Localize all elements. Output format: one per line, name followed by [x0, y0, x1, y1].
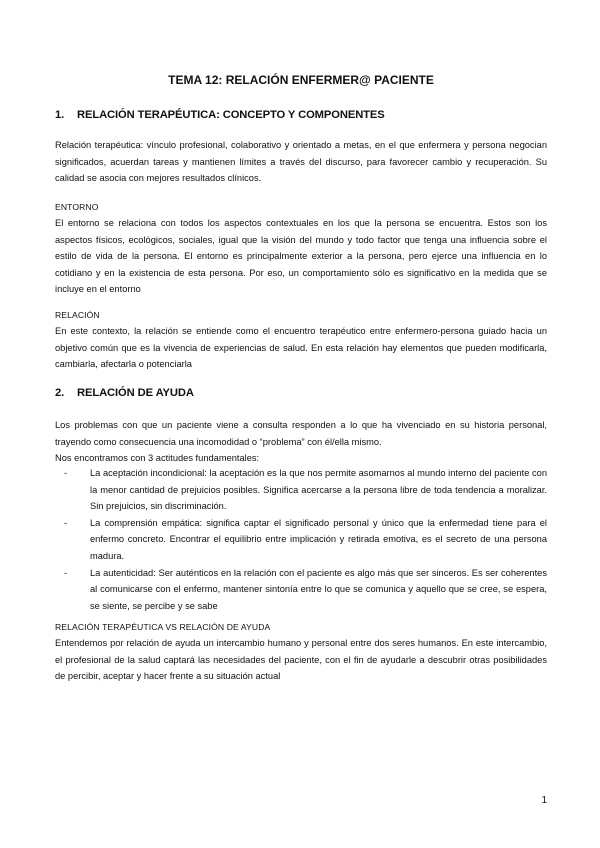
section-2-heading — [55, 387, 194, 399]
bullet-dash: - — [64, 517, 68, 528]
entorno-paragraph: El entorno se relaciona con todos los aspectos contextuales en los que la persona se encuentra. Estos son los aspectos físicos, ecológicos, sociales, igual que la visión del mundo y todo factor que tenga una influencia sobre el estilo de vida de la persona. El entorno es principalmente exterior a la persona, pero ejerce una influencia en lo cotidiano y en la existencia de esta persona. Por eso, un comportamiento sólo es significativo en la medida que se incluye en el entorno — [55, 218, 547, 295]
bullet-dash: - — [64, 468, 68, 478]
section-2-intro-paragraph: Los problemas con que un paciente viene a consulta responden a lo que ha vivenciado en su historia personal, trayendo como consecuencia una incomodidad o “problema” con él/ella mismo. — [55, 420, 547, 447]
section-1-title: RELACIÓN TERAPÉUTICA: CONCEPTO Y COMPONENTES — [77, 109, 385, 121]
section-2-number: 2. — [55, 387, 65, 399]
section-1-intro-paragraph: Relación terapéutica: vínculo profesional, colaborativo y orientado a metas, en el que enfermera y persona negocian significados, acuerdan tareas y mantienen límites a través del discurso, para favorecer cambio y recuperación. Su calidad se asocia con mejores resultados clínicos. — [55, 140, 547, 184]
bullet-dash: - — [64, 567, 68, 578]
section-1-heading — [55, 109, 385, 121]
page-number: 1 — [541, 795, 547, 806]
vs-subheading: RELACIÓN TERAPÉUTICA VS RELACIÓN DE AYUDA — [55, 622, 271, 632]
attitudes-lead-text: Nos encontramos con 3 actitudes fundamentales: — [55, 453, 260, 463]
vs-paragraph: Entendemos por relación de ayuda un intercambio humano y personal entre dos seres humanos. En este intercambio, el profesional de la salud captará las necesidades del paciente, con el fin de ayudarle a descubrir otras posibilidades de percibir, aceptar y hacer frente a su situación actual — [55, 638, 547, 682]
document-title: TEMA 12: RELACIÓN ENFERMER@ PACIENTE — [168, 73, 434, 87]
relacion-paragraph: En este contexto, la relación se entiende como el encuentro terapéutico entre enfermero-persona guiado hacia un objetivo común que es la vivencia de experiencias de salud. En esta relación hay elementos que pueden modificarla, cambiarla, afectarla o potenciarla — [55, 326, 547, 370]
section-2-title: RELACIÓN DE AYUDA — [77, 387, 194, 399]
section-1-number: 1. — [55, 109, 65, 121]
list-item — [55, 515, 547, 565]
entorno-subheading: ENTORNO — [55, 202, 99, 212]
attitude-text: La autenticidad: Ser auténticos en la relación con el paciente es algo más que ser sinceros. Es ser coherentes al comunicarse con el enfermo, mantener sintonía entre lo que se comunica y aquello que se cree, se espera, se siente, se percibe y se sabe — [90, 567, 547, 611]
relacion-subheading: RELACIÓN — [55, 310, 100, 320]
list-item — [55, 465, 547, 515]
list-item — [55, 565, 547, 615]
document-page — [55, 0, 547, 848]
attitudes-list — [55, 465, 547, 614]
attitude-text: La comprensión empática: significa captar el significado personal y único que la enfermedad tiene para el enfermo concreto. Encontrar el equilibrio entre implicación y retirada emotiva, es el secreto de una persona madura. — [90, 517, 547, 561]
attitude-text: La aceptación incondicional: la aceptación es la que nos permite asomarnos al mundo interno del paciente con la menor cantidad de prejuicios posibles. Significa acercarse a la persona libre de toda tendencia a moralizar. Sin prejuicios, sin discriminación. — [90, 468, 547, 512]
